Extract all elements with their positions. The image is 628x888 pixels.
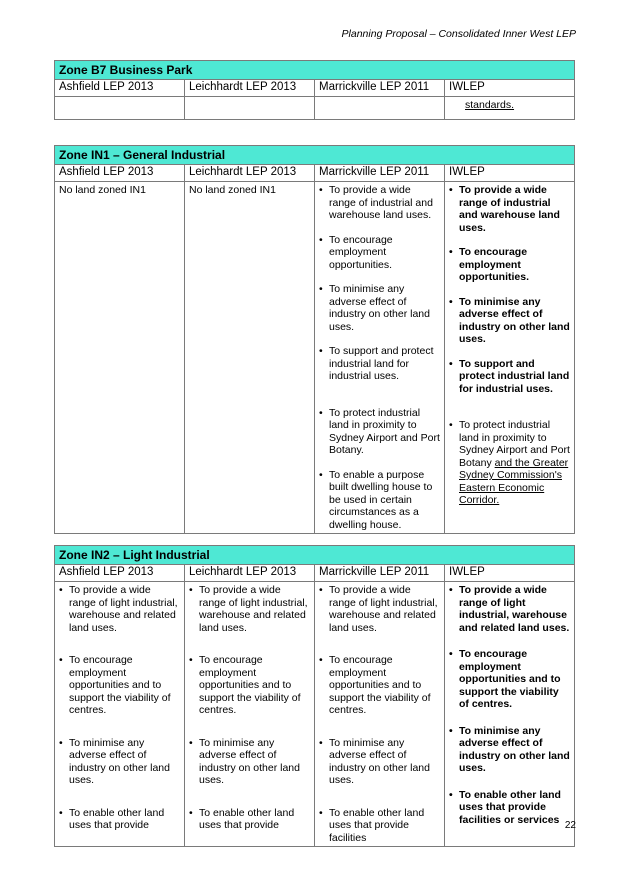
objective-item: • To encourage employment opportunities and to support the viability of centres. (319, 654, 431, 716)
objective-item: • To support and protect industrial land for industrial uses. (319, 345, 434, 382)
document-header: Planning Proposal – Consolidated Inner West LEP (341, 28, 576, 40)
objective-item: • To protect industrial land in proximity to Sydney Airport and Port Botany and the Greater Sydney Commission's Eastern Economic Corridor. (449, 419, 570, 506)
zone-b7-title: Zone B7 Business Park (55, 61, 575, 80)
col-header-marrickville: Marrickville LEP 2011 (315, 565, 445, 582)
col-header-iwlep: IWLEP (445, 80, 575, 97)
objective-item: • To provide a wide range of light industrial, warehouse and related land uses. (319, 584, 438, 634)
col-header-iwlep: IWLEP (445, 565, 575, 582)
objective-item: • To provide a wide range of light industrial, warehouse and related land uses. (449, 584, 570, 634)
objective-item: • To encourage employment opportunities. (449, 246, 529, 283)
objective-item: • To enable other land uses that provide facilities (319, 806, 425, 844)
col-header-marrickville: Marrickville LEP 2011 (315, 80, 445, 97)
b7-iwlep-text: standards. (465, 99, 515, 111)
objective-item: • To minimise any adverse effect of industry on other land uses. (319, 283, 430, 333)
objective-item: • To encourage employment opportunities and to support the viability of centres. (189, 654, 301, 716)
objective-item: • To protect industrial land in proximity to Sydney Airport and Port Botany. (319, 406, 440, 456)
col-header-marrickville: Marrickville LEP 2011 (315, 165, 445, 182)
in1-marrickville-cell (315, 182, 445, 534)
objective-item: • To enable other land uses that provide (59, 806, 165, 831)
amended-text: and the Greater Sydney Commission's Eastern Economic Corridor. (459, 456, 569, 506)
objective-item: • To minimise any adverse effect of industry on other land uses. (59, 736, 170, 786)
col-header-leichhardt: Leichhardt LEP 2013 (185, 165, 315, 182)
objective-item: • To encourage employment opportunities and to support the viability of centres. (449, 648, 561, 710)
zone-in2-title: Zone IN2 – Light Industrial (55, 546, 575, 565)
objective-item: • To enable a purpose built dwelling house to be used in certain circumstances as a dwelling house. (319, 468, 433, 531)
page-number: 22 (564, 820, 576, 831)
in2-iwlep-cell (445, 582, 575, 847)
objective-item: • To enable other land uses that provide (189, 806, 295, 831)
objective-item: • To provide a wide range of industrial and warehouse land uses. (319, 184, 433, 221)
in1-iwlep-cell (445, 182, 575, 534)
col-header-iwlep: IWLEP (445, 165, 575, 182)
in2-marrickville-cell (315, 582, 445, 847)
b7-ashfield-cell (55, 97, 185, 120)
objective-item: • To minimise any adverse effect of industry on other land uses. (449, 724, 570, 774)
objective-item: • To enable other land uses that provide facilities or services (449, 788, 561, 826)
zone-in1-table (54, 145, 575, 534)
zone-in1-title: Zone IN1 – General Industrial (55, 146, 575, 165)
in2-leichhardt-cell (185, 582, 315, 847)
b7-marrickville-cell (315, 97, 445, 120)
objective-item: • To minimise any adverse effect of industry on other land uses. (449, 295, 570, 345)
objective-item: • To minimise any adverse effect of industry on other land uses. (189, 736, 300, 786)
col-header-leichhardt: Leichhardt LEP 2013 (185, 80, 315, 97)
zone-in2-table (54, 545, 575, 847)
in2-ashfield-cell (55, 582, 185, 847)
objective-item: • To minimise any adverse effect of industry on other land uses. (319, 736, 430, 786)
b7-leichhardt-cell (185, 97, 315, 120)
objective-item: • To encourage employment opportunities. (319, 233, 393, 271)
objective-item: • To encourage employment opportunities and to support the viability of centres. (59, 654, 171, 716)
zone-b7-table (54, 60, 575, 120)
col-header-ashfield: Ashfield LEP 2013 (55, 165, 185, 182)
col-header-ashfield: Ashfield LEP 2013 (55, 565, 185, 582)
in1-leichhardt-cell: No land zoned IN1 (185, 182, 315, 534)
in1-ashfield-cell: No land zoned IN1 (55, 182, 185, 534)
objective-item: • To provide a wide range of light industrial, warehouse and related land uses. (189, 584, 308, 634)
col-header-ashfield: Ashfield LEP 2013 (55, 80, 185, 97)
objective-item: • To provide a wide range of industrial and warehouse land uses. (449, 184, 560, 234)
objective-item: • To provide a wide range of light industrial, warehouse and related land uses. (59, 584, 178, 634)
col-header-leichhardt: Leichhardt LEP 2013 (185, 565, 315, 582)
objective-item: • To support and protect industrial land for industrial uses. (449, 357, 570, 395)
